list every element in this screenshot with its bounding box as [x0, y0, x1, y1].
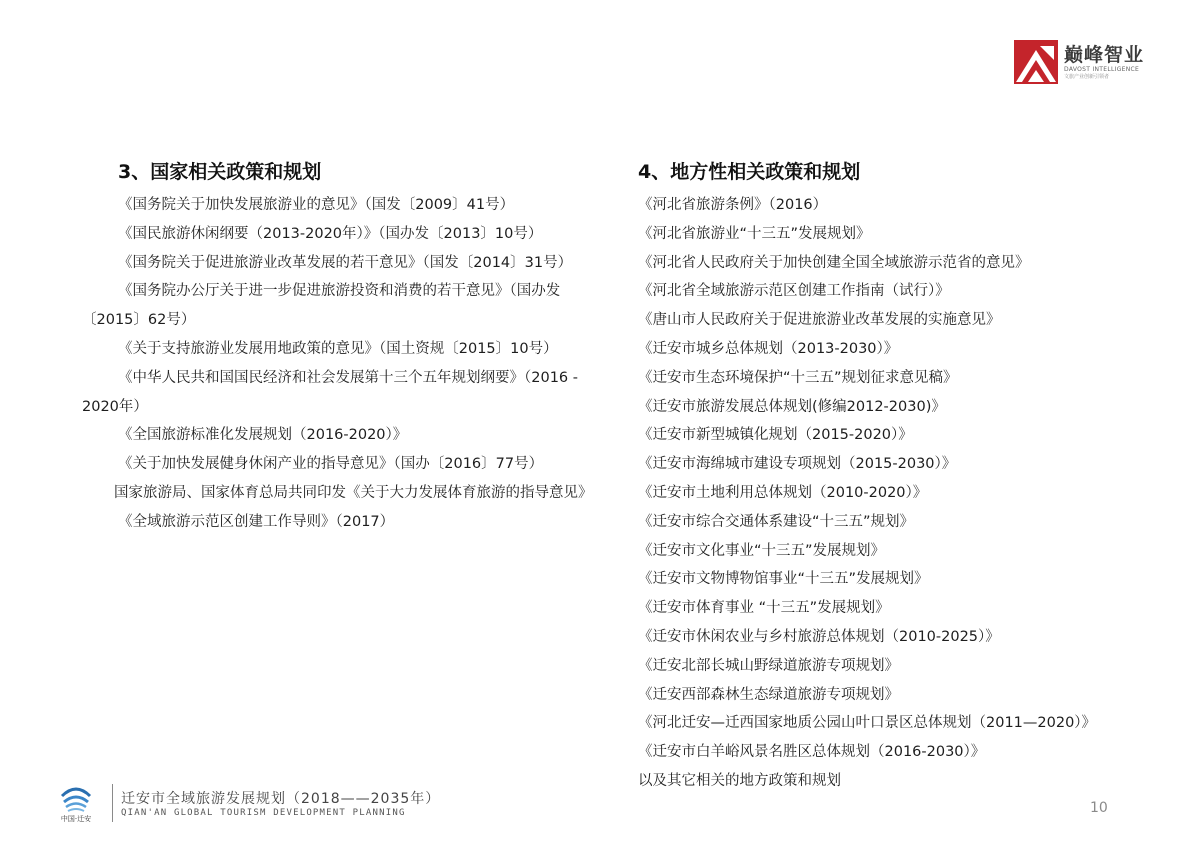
policy-item: 《全国旅游标准化发展规划（2016-2020）》 [118, 427, 408, 444]
policy-item: 《河北省旅游条例》（2016） [638, 197, 828, 213]
policy-item: 《河北省人民政府关于加快创建全国全域旅游示范省的意见》 [638, 254, 1030, 271]
policy-item: 《全域旅游示范区创建工作导则》（2017） [118, 513, 395, 530]
policy-item: 《迁安市体育事业 “十三五”发展规划》 [638, 600, 890, 617]
policy-item: 《国务院关于促进旅游业改革发展的若干意见》（国发〔2014〕31号） [118, 254, 573, 271]
brand-logo [1014, 40, 1144, 84]
policy-item: 《迁安市旅游发展总体规划(修编2012-2030)》 [638, 398, 946, 415]
brand-slogan: 文旅产业创新引领者 [1064, 73, 1110, 80]
policy-item: 《国务院办公厅关于进一步促进旅游投资和消费的若干意见》（国办发〔2015〕62号） [82, 283, 561, 329]
policy-item: 《河北省旅游业“十三五”发展规划》 [638, 225, 871, 242]
policy-item: 国家旅游局、国家体育总局共同印发《关于大力发展体育旅游的指导意见》 [114, 484, 593, 501]
policy-item: 《关于支持旅游业发展用地政策的意见》（国土资规〔2015〕10号） [118, 340, 558, 357]
local-policies-list [638, 191, 1178, 796]
policy-item: 《迁安市生态环境保护“十三五”规划征求意见稿》 [638, 369, 958, 386]
policy-item: 《迁安市文物博物馆事业“十三五”发展规划》 [638, 571, 929, 588]
national-policies-title: 3、国家相关政策和规划 [118, 161, 322, 183]
policy-item: 《河北省全域旅游示范区创建工作指南（试行）》 [638, 283, 950, 300]
policy-item: 《迁安北部长城山野绿道旅游专项规划》 [638, 657, 899, 674]
policy-item: 《国务院关于加快发展旅游业的意见》（国发〔2009〕41号） [118, 197, 515, 213]
page-number: 10 [1090, 800, 1108, 816]
footer-divider [112, 784, 113, 822]
policy-item: 《迁安西部森林生态绿道旅游专项规划》 [638, 686, 899, 703]
policy-item: 《迁安市休闲农业与乡村旅游总体规划（2010-2025）》 [638, 628, 1000, 645]
national-policies-list [82, 191, 602, 537]
brand-english-name: DAVOST INTELLIGENCE [1064, 65, 1140, 73]
qianan-city-logo-icon [52, 780, 100, 826]
local-policies-title: 4、地方性相关政策和规划 [638, 161, 861, 183]
policy-item: 《迁安市海绵城市建设专项规划（2015-2030）》 [638, 456, 957, 473]
davost-logo-icon [1014, 40, 1058, 84]
policy-item: 《迁安市白羊峪风景名胜区总体规划（2016-2030）》 [638, 744, 986, 761]
policy-item: 《唐山市人民政府关于促进旅游业改革发展的实施意见》 [638, 312, 1001, 329]
policy-item: 《国民旅游休闲纲要（2013-2020年）》（国办发〔2013〕10号） [118, 225, 543, 242]
policy-item: 《迁安市新型城镇化规划（2015-2020）》 [638, 427, 913, 444]
policy-item: 《迁安市土地利用总体规划（2010-2020）》 [638, 484, 928, 501]
national-policies-section [82, 156, 602, 537]
footer-subtitle: QIAN'AN GLOBAL TOURISM DEVELOPMENT PLANNING [121, 808, 406, 818]
policy-item: 《迁安市城乡总体规划（2013-2030）》 [638, 340, 899, 357]
local-policies-section [638, 156, 1178, 796]
footer-title: 迁安市全域旅游发展规划（2018——2035年） [121, 791, 441, 807]
footer-logo-text: 中国·迁安 [60, 815, 92, 823]
policy-item: 《迁安市综合交通体系建设“十三五”规划》 [638, 513, 915, 530]
policy-item: 《河北迁安—迁西国家地质公园山叶口景区总体规划（2011—2020）》 [638, 715, 1097, 732]
policy-item: 《迁安市文化事业“十三五”发展规划》 [638, 542, 886, 559]
brand-name: 巅峰智业 [1064, 43, 1145, 66]
policy-item: 以及其它相关的地方政策和规划 [638, 772, 841, 789]
policy-item: 《中华人民共和国国民经济和社会发展第十三个五年规划纲要》（2016 - 2020年） [82, 369, 578, 415]
policy-item: 《关于加快发展健身休闲产业的指导意见》（国办〔2016〕77号） [118, 456, 544, 473]
